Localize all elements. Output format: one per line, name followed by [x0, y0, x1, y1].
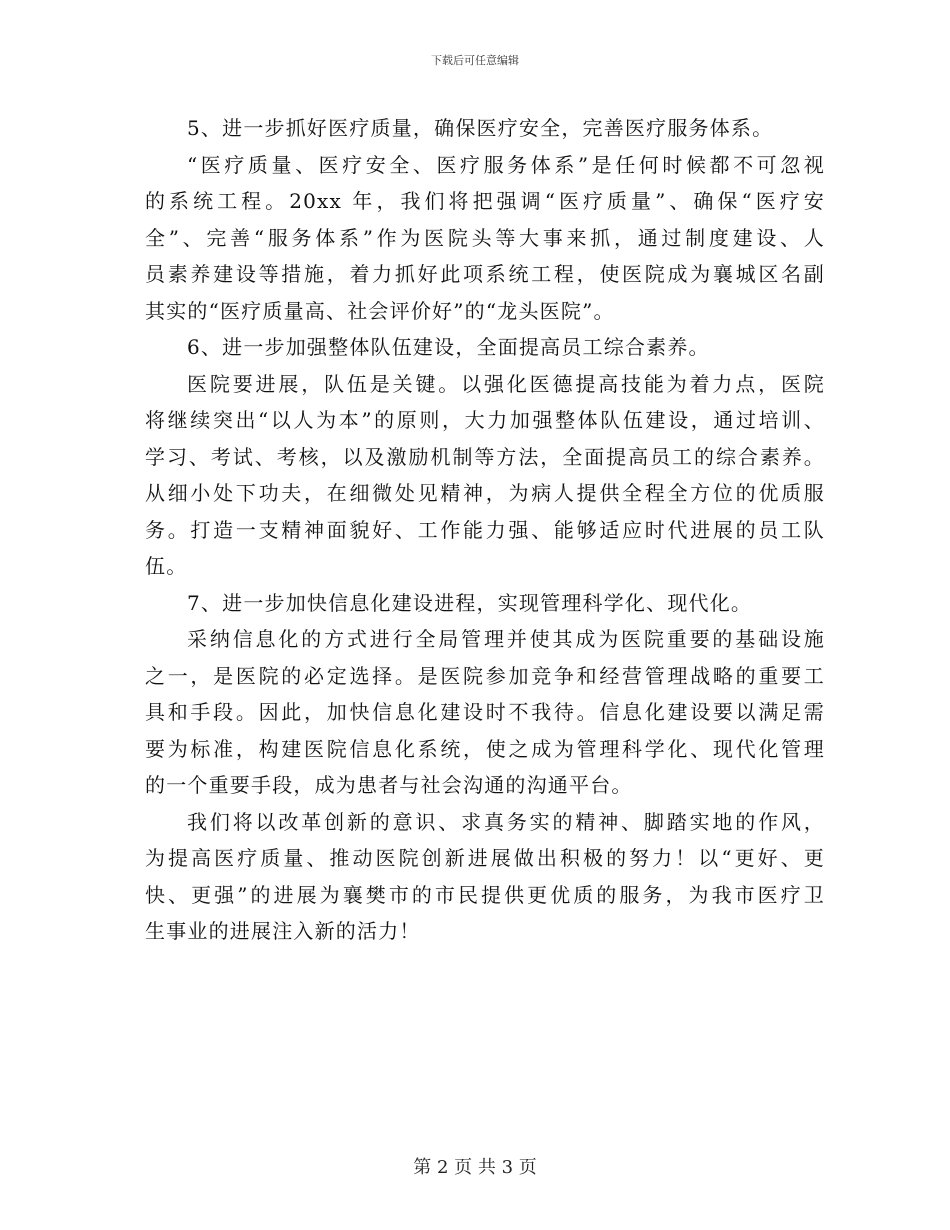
paragraph	[145, 147, 825, 330]
text-line: 从细小处下功夫，在细微处见精神，为病人提供全程全方位的优质服	[145, 481, 825, 505]
text-line: 为提高医疗质量、推动医院创新进展做出积极的努力！以“更好、更	[145, 846, 825, 870]
text-line: 学习、考试、考核，以及激励机制等方法，全面提高员工的综合素养。	[145, 444, 825, 469]
text-line: 采纳信息化的方式进行全局管理并使其成为医院重要的基础设施	[187, 627, 825, 651]
paragraph-heading-7	[145, 585, 825, 622]
paragraph-closing	[145, 804, 825, 950]
page-header: 下载后可任意编辑	[431, 54, 519, 67]
text-line: 快、更强”的进展为襄樊市的市民提供更优质的服务，为我市医疗卫	[145, 882, 825, 907]
text-line: 将继续突出“以人为本”的原则，大力加强整体队伍建设，通过培训、	[145, 408, 825, 432]
paragraph	[145, 366, 825, 585]
text-line: 之一，是医院的必定选择。是医院参加竞争和经营管理战略的重要工	[145, 663, 825, 688]
text-line: 务。打造一支精神面貌好、工作能力强、能够适应时代进展的员工队	[145, 517, 825, 542]
paragraph	[145, 621, 825, 804]
text-line: 员素养建设等措施，着力抓好此项系统工程，使医院成为襄城区名副	[145, 262, 825, 286]
document-body	[145, 110, 825, 950]
text-line: 5、进一步抓好医疗质量，确保医疗安全，完善医疗服务体系。	[187, 116, 774, 140]
text-line: 医院要进展，队伍是关键。以强化医德提高技能为着力点，医院	[187, 371, 825, 396]
page-number: 第 2 页 共 3 页	[413, 1157, 537, 1178]
paragraph-heading-6	[145, 329, 825, 366]
paragraph-heading-5	[145, 110, 825, 147]
text-line: 其实的“医疗质量高、社会评价好”的“龙头医院”。	[145, 298, 615, 323]
text-line: 6、进一步加强整体队伍建设，全面提高员工综合素养。	[187, 335, 710, 359]
text-line: 具和手段。因此，加快信息化建设时不我待。信息化建设要以满足需	[145, 700, 825, 724]
text-line: 全”、完善“服务体系”作为医院头等大事来抓，通过制度建设、人	[145, 225, 825, 250]
text-line: 的系统工程。20xx 年，我们将把强调“医疗质量”、确保“医疗安	[145, 189, 825, 213]
text-line: 7、进一步加快信息化建设进程，实现管理科学化、现代化。	[187, 590, 753, 615]
text-line: 伍。	[145, 554, 188, 578]
text-line: 我们将以改革创新的意识、求真务实的精神、脚踏实地的作风，	[187, 809, 825, 834]
text-line: 生事业的进展注入新的活力！	[145, 919, 421, 943]
text-line: 的一个重要手段，成为患者与社会沟通的沟通平台。	[145, 773, 633, 797]
text-line: 要为标准，构建医院信息化系统，使之成为管理科学化、现代化管理	[145, 736, 825, 761]
text-line: “医疗质量、医疗安全、医疗服务体系”是任何时候都不可忽视	[187, 152, 825, 177]
